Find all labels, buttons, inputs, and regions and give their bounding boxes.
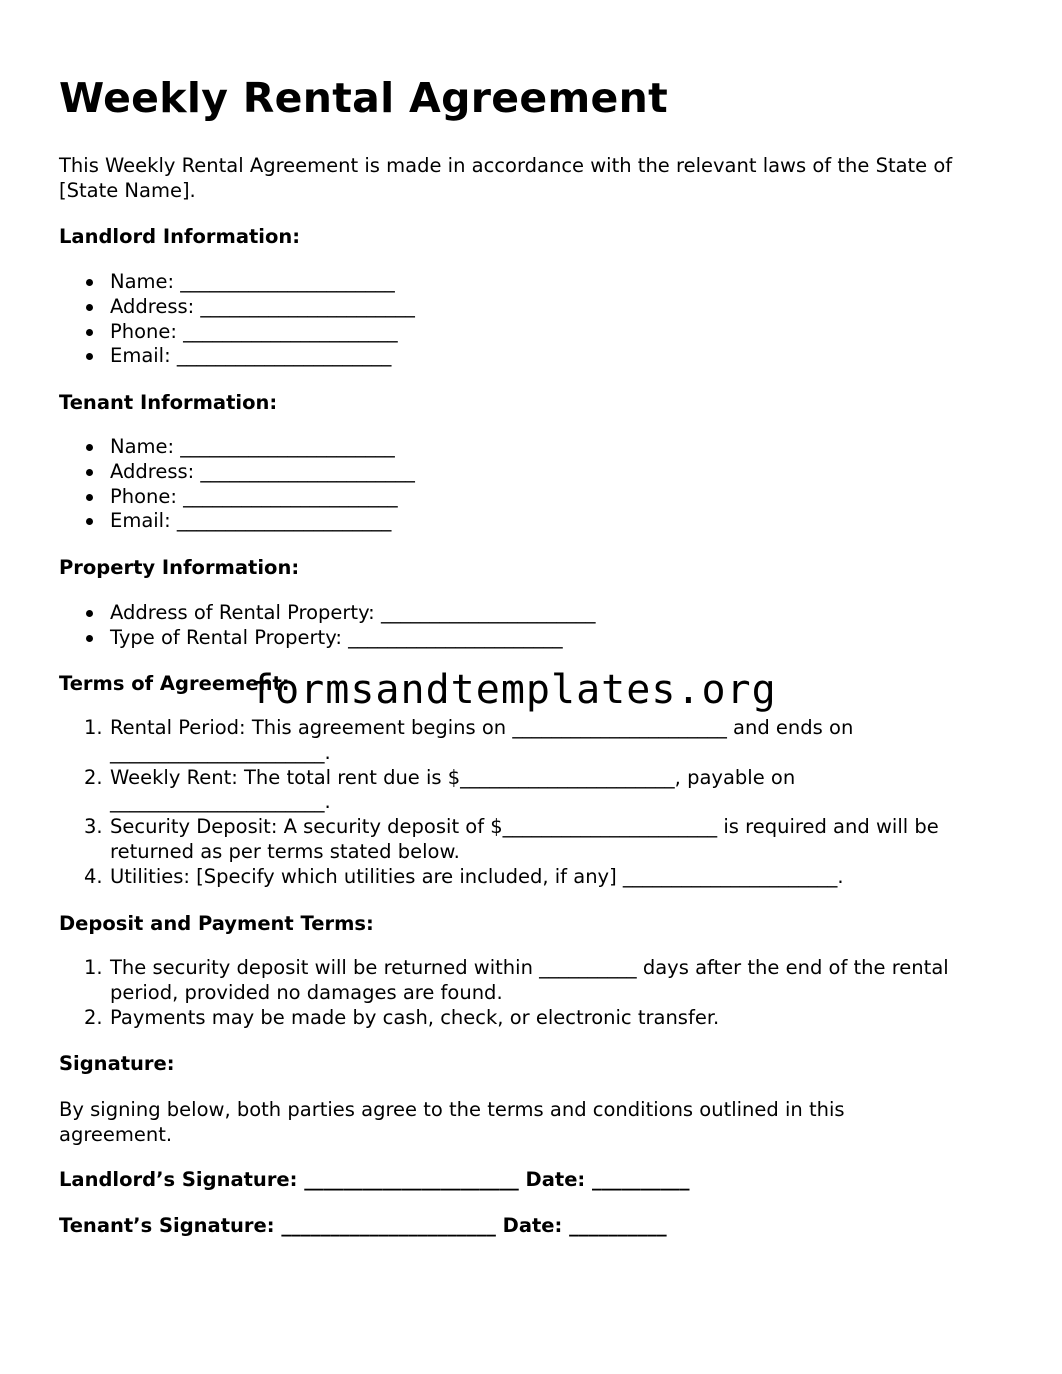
- term-text: Rental Period: This agreement begins on ______________________ and ends on ______________________.: [110, 716, 854, 764]
- term-number: 2.: [84, 1005, 103, 1029]
- signature-heading: Signature:: [59, 1052, 175, 1075]
- tenant-name-field[interactable]: Name: ______________________: [110, 435, 415, 460]
- deposit-return-term[interactable]: [84, 956, 1010, 1006]
- term-text: Payments may be made by cash, check, or electronic transfer.: [110, 1005, 720, 1029]
- property-list: [110, 601, 595, 651]
- deposit-heading: Deposit and Payment Terms:: [59, 912, 374, 935]
- tenant-heading: Tenant Information:: [59, 391, 278, 414]
- term-number: 1.: [84, 716, 103, 739]
- property-type-field[interactable]: Type of Rental Property: ______________________: [110, 626, 595, 651]
- term-rental-period[interactable]: [84, 716, 1010, 766]
- term-number: 3.: [84, 815, 103, 839]
- term-text: Security Deposit: A security deposit of $______________________ is required and will be returned as per terms stated below.: [110, 815, 939, 863]
- terms-list: [84, 716, 1010, 890]
- tenant-address-field[interactable]: Address: ______________________: [110, 459, 415, 483]
- landlord-signature-line[interactable]: Landlord’s Signature: ______________________ Date: __________: [59, 1168, 690, 1191]
- landlord-heading: Landlord Information:: [59, 225, 301, 248]
- property-heading: Property Information:: [59, 556, 300, 579]
- term-number: 2.: [84, 765, 103, 789]
- term-number: 1.: [84, 956, 103, 979]
- payment-method-term: [84, 1005, 1010, 1031]
- landlord-name-field[interactable]: Name: ______________________: [110, 270, 415, 295]
- landlord-email-field[interactable]: Email: ______________________: [110, 344, 415, 369]
- signature-paragraph: By signing below, both parties agree to the terms and conditions outlined in this agreement.: [59, 1098, 845, 1146]
- landlord-list: [110, 270, 415, 369]
- term-security-deposit[interactable]: [84, 815, 1010, 865]
- tenant-email-field[interactable]: Email: ______________________: [110, 509, 415, 534]
- term-text: Utilities: [Specify which utilities are included, if any] ______________________.: [110, 864, 844, 888]
- landlord-address-field[interactable]: Address: ______________________: [110, 294, 415, 318]
- term-text: The security deposit will be returned within __________ days after the end of the rental period, provided no damages are found.: [110, 956, 949, 1004]
- terms-heading: Terms of Agreement:: [59, 672, 290, 695]
- term-weekly-rent[interactable]: [84, 765, 1010, 816]
- watermark-text: formsandtemplates.org: [250, 667, 777, 713]
- intro-paragraph: This Weekly Rental Agreement is made in accordance with the relevant laws of the State of [State Name].: [59, 154, 953, 202]
- deposit-list: [84, 956, 1010, 1030]
- term-number: 4.: [84, 864, 103, 888]
- landlord-phone-field[interactable]: Phone: ______________________: [110, 320, 415, 345]
- term-utilities[interactable]: [84, 864, 1010, 890]
- property-address-field[interactable]: Address of Rental Property: ______________________: [110, 601, 596, 624]
- tenant-signature-line[interactable]: Tenant’s Signature: ______________________ Date: __________: [59, 1214, 667, 1237]
- term-text: Weekly Rent: The total rent due is $______________________, payable on ______________________.: [110, 765, 796, 814]
- document-title: Weekly Rental Agreement: [59, 74, 668, 122]
- tenant-list: [110, 435, 415, 534]
- tenant-phone-field[interactable]: Phone: ______________________: [110, 485, 415, 510]
